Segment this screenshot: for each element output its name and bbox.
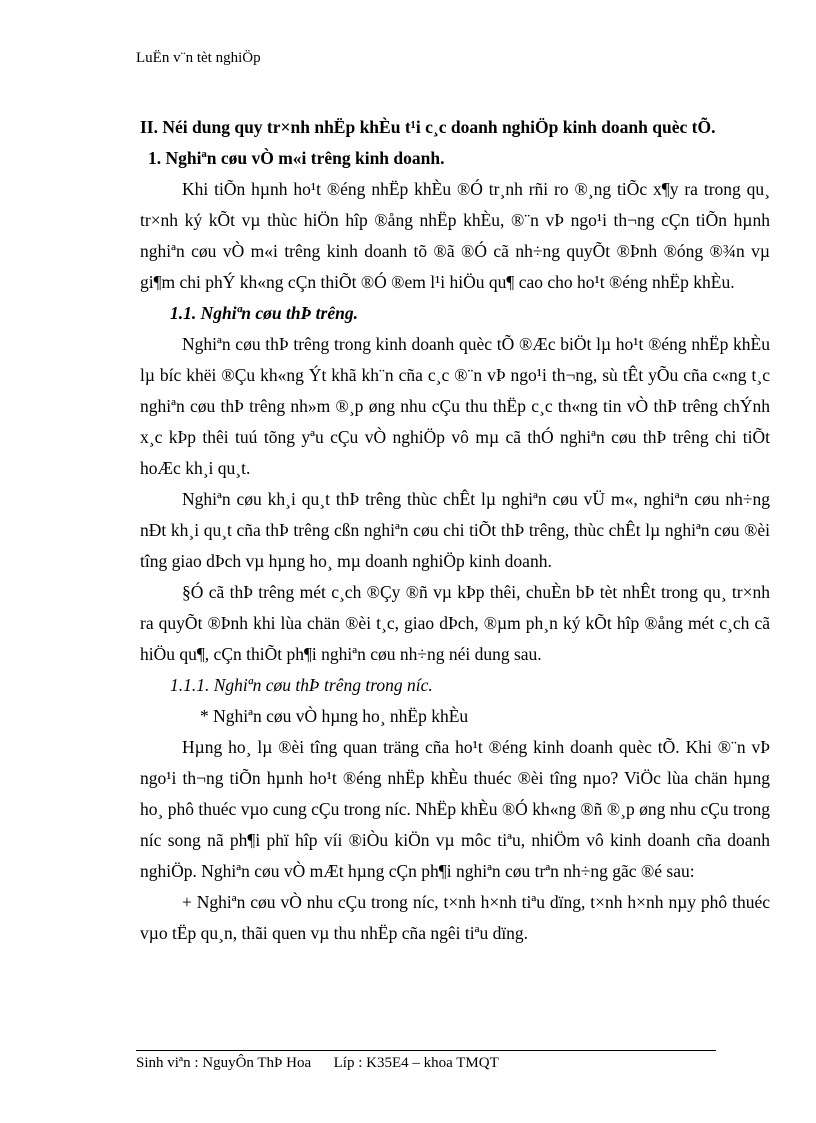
paragraph-3: Nghiªn cøu kh¸i qu¸t thÞ trêng thùc chÊt lµ nghiªn cøu vÜ m«, nghiªn cøu nh÷ng nÐt kh¸i qu¸t cña thÞ trêng cßn nghiªn cøu chi tiÕt thÞ trêng, thùc chÊt lµ nghiªn cøu ®èi tîng giao dÞch vµ hµng ho¸ mµ doanh nghiÖp kinh doanh. <box>140 489 770 571</box>
section-title: II. Néi dung quy tr×nh nhËp khÈu t¹i c¸c doanh nghiÖp kinh doanh quèc tÕ. <box>140 117 716 137</box>
page-header: LuËn v¨n tèt nghiÖp <box>136 50 261 66</box>
subsection-1-title: 1. Nghiªn cøu vÒ m«i trêng kinh doanh. <box>148 148 445 168</box>
footer-divider <box>136 1050 716 1051</box>
paragraph-2: Nghiªn cøu thÞ trêng trong kinh doanh quèc tÕ ®Æc biÖt lµ ho¹t ®éng nhËp khÈu lµ bíc khëi ®Çu kh«ng Ýt khã kh¨n cña c¸c ®¨n vÞ ngo¹i th¬ng, sù tÊt yÕu cña c«ng t¸c nghiªn cøu thÞ trêng nh»m ®¸p øng nhu cÇu thu thËp c¸c th«ng tin vÒ thÞ trêng chÝnh x¸c kÞp thêi tuú tõng yªu cÇu vÒ nghiÖp vô mµ cã thÓ nghiªn cøu thÞ trêng chi tiÕt hoÆc kh¸i qu¸t. <box>140 334 770 478</box>
footer-class: Líp : K35E4 – khoa TMQT <box>333 1055 499 1071</box>
paragraph-1: Khi tiÕn hµnh ho¹t ®éng nhËp khÈu ®Ó tr¸nh rñi ro ®¸ng tiÕc x¶y ra trong qu¸ tr×nh ký kÕt vµ thùc hiÖn hîp ®ång nhËp khÈu, ®¨n vÞ ngo¹i th¬ng cÇn tiÕn hµnh nghiªn cøu vÒ m«i trêng kinh doanh tõ ®ã ®Ó cã nh÷ng quyÕt ®Þnh ®óng ®¾n vµ gi¶m chi phÝ kh«ng cÇn thiÕt ®Ó ®em l¹i hiÖu qu¶ cao cho ho¹t ®éng nhËp khÈu. <box>140 179 770 292</box>
footer-student: Sinh viªn : NguyÔn ThÞ Hoa <box>136 1055 312 1071</box>
bullet-item: * Nghiªn cøu vÒ hµng ho¸ nhËp khÈu <box>200 706 469 726</box>
subsection-1-1-1-title: 1.1.1. Nghiªn cøu thÞ trêng trong níc. <box>170 675 433 695</box>
document-body <box>140 112 770 949</box>
paragraph-6: + Nghiªn cøu vÒ nhu cÇu trong níc, t×nh h×nh tiªu dïng, t×nh h×nh nµy phô thuéc vµo tËp qu¸n, thãi quen vµ thu nhËp cña ngêi tiªu dïng. <box>140 892 770 943</box>
paragraph-5: Hµng ho¸ lµ ®èi tîng quan träng cña ho¹t ®éng kinh doanh quèc tÕ. Khi ®¨n vÞ ngo¹i th¬ng tiÕn hµnh ho¹t ®éng nhËp khÈu thuéc ®èi tîng nµo? ViÖc lùa chän hµng ho¸ phô thuéc vµo cung cÇu trong níc. NhËp khÈu ®Ó kh«ng ®ñ ®¸p øng nhu cÇu trong níc song nã ph¶i phï hîp víi ®iÒu kiÖn vµ môc tiªu, nhiÖm vô kinh doanh cña doanh nghiÖp. Nghiªn cøu vÒ mÆt hµng cÇn ph¶i nghiªn cøu trªn nh÷ng gãc ®é sau: <box>140 737 770 881</box>
paragraph-4: §Ó cã thÞ trêng mét c¸ch ®Çy ®ñ vµ kÞp thêi, chuÈn bÞ tèt nhÊt trong qu¸ tr×nh ra quyÕt ®Þnh khi lùa chän ®èi t¸c, giao dÞch, ®µm ph¸n ký kÕt hîp ®ång mét c¸ch cã hiÖu qu¶, cÇn thiÕt ph¶i nghiªn cøu nh÷ng néi dung sau. <box>140 582 770 664</box>
page-footer <box>136 1055 499 1072</box>
subsection-1-1-title: 1.1. Nghiªn cøu thÞ trêng. <box>170 303 358 323</box>
